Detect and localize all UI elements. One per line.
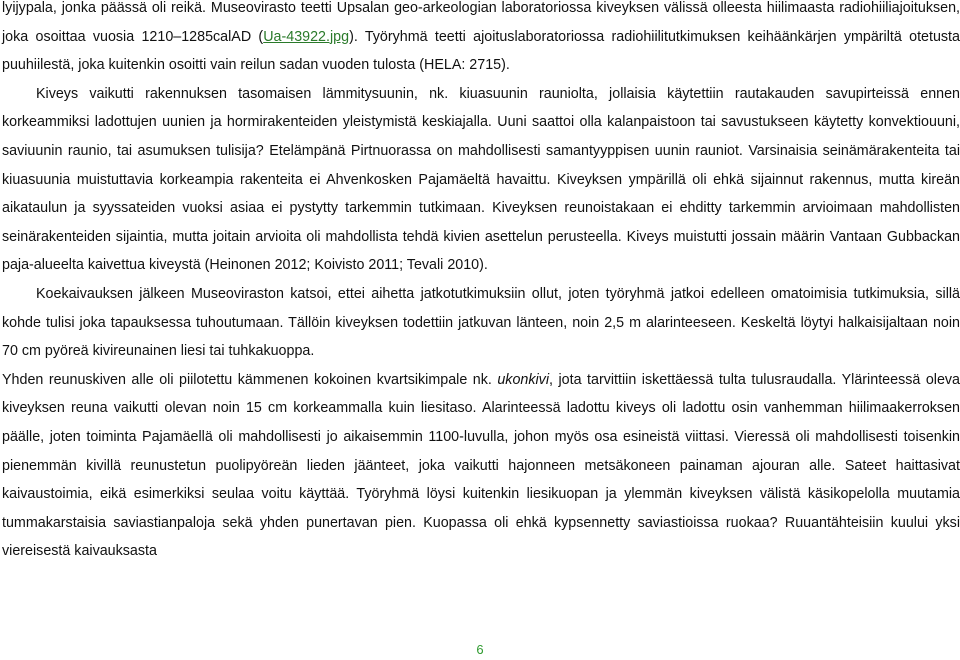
paragraph-4-text-end: , jota tarvittiin iskettäessä tulta tulusraudalla. Ylärinteessä oleva kiveyksen reuna vaikutti olevan noin 15 cm korkeammalla kuin liesitaso. Alarinteessä ladottu kiveys oli ladottu osin vanhemman hiilimaakerroksen päälle, joten toiminta Pajamäellä oli mahdollisesti jo aikaisemmin 1100-luvulla, johon myös osa esineistä viittasi. Vieressä oli mahdollisesti toisenkin pienemmän kivillä reunustetun puolipyöreän lieden jäänteet, joka vaikutti hajonneen metsäkoneen painaman ajouran alle. Sateet haittasivat kaivaustoimia, eikä esimerkiksi seulaa voitu käyttää. Työryhmä löysi kuitenkin liesikuopan ja ylemmän kiveyksen välistä käsikopelolla muutamia tummakarstaisia saviastianpaloja sekä yhden punertavan pien. Kuopassa oli ehkä kypsennetty saviastioissa ruokaa? Ruuantähteisiin kuului yksi viereisestä kaivauksasta [2, 371, 960, 560]
paragraph-1-text-start: lyijypala, jonka päässä oli reikä. Museovirasto teetti Upsalan geo-arkeologian laboratoriossa kiveyksen välissä olleesta hiilimaasta radiohiiliajoituksen, joka osoittaa vuosia 1210–1285calAD ( [2, 0, 960, 45]
ua-43922-link[interactable]: Ua-43922.jpg [263, 28, 350, 45]
paragraph-2: Kiveys vaikutti rakennuksen tasomaisen lämmitysuunin, nk. kiuasuunin rauniolta, jollaisia käytettiin rautakauden savupirteissä ennen korkeammiksi ladottujen uunien ja hormirakenteiden yleistymistä keskiajalla. Uuni saattoi olla kalanpaistoon tai savustukseen käytetty konvektiouuni, saviuunin raunio, tai asumuksen tulisija? Etelämpänä Pirtnuorassa on mahdollisesti samantyyppisen uunin rauniot. Varsinaisia seinämärakenteita tai kiuasuunia muistuttavia korkeampia rakenteita ei Ahvenkosken Pajamäeltä havaittu. Kiveyksen ympärillä oli ehkä sijainnut rakennus, mutta kireän aikataulun ja syyssateiden vuoksi asiaa ei pystytty tarkemmin tutkimaan. Kiveyksen reunoistakaan ei ehditty tarkemmin arvioimaan mahdollisten seinärakenteiden sijaintia, mutta joitain arvioita oli mahdollista tehdä kivien asettelun perusteella. Kiveys muistutti jossain määrin Vantaan Gubbackan paja-alueelta kaivettua kiveystä (Heinonen 2012; Koivisto 2011; Tevali 2010). [2, 85, 960, 274]
ukonkivi-term: ukonkivi [497, 371, 550, 388]
paragraph-3: Koekaivauksen jälkeen Museoviraston katsoi, ettei aihetta jatkotutkimuksiin ollut, joten työryhmä jatkoi edelleen omatoimisia tutkimuksia, sillä kohde tulisi joka tapauksessa tuhoutumaan. Tällöin kiveyksen todettiin jatkuvan länteen, noin 2,5 m alarinteeseen. Keskeltä löytyi halkaisijaltaan noin 70 cm pyöreä kivireunainen liesi tai tuhkakuoppa. [2, 285, 960, 360]
paragraph-1 [2, 0, 960, 80]
body-text [2, 0, 960, 566]
paragraph-4 [2, 366, 960, 566]
paragraph-4-text-start: Yhden reunuskiven alle oli piilotettu kämmenen kokoinen kvartsikimpale nk. [2, 371, 498, 388]
paragraph-1-text-end: ). Työryhmä teetti ajoituslaboratoriossa radiohiilitutkimuksen keihäänkärjen ympäriltä otetusta puuhiilestä, joka kuitenkin osoitti vain reilun sadan vuoden tulosta (HELA: 2715). [2, 28, 960, 74]
page-number: 6 [476, 642, 484, 657]
